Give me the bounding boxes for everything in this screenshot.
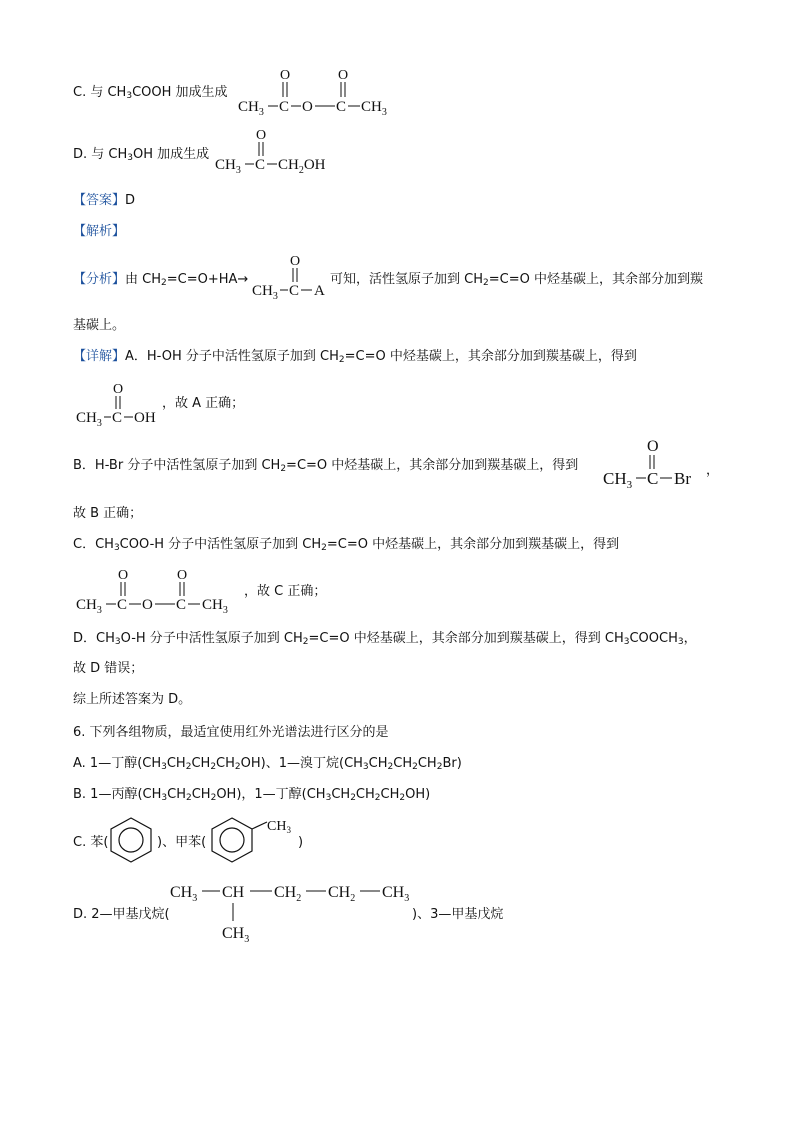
analysis-cont: 基碳上。	[73, 318, 126, 333]
group-ch3: $CH_3$	[222, 925, 250, 944]
option-d-text: D. 与 $CH_3OH$ 加成生成	[73, 147, 210, 163]
q6-option-d-b: )、3—甲基戊烷	[412, 907, 504, 922]
detail-b-suffix: ，	[706, 463, 720, 478]
analysis-line	[73, 271, 248, 289]
question-6-stem: 6. 下列各组物质，最适宜使用红外光谱法进行区分的是	[73, 725, 389, 740]
structure-acetyl-bromide	[603, 437, 703, 489]
group-ch3: $CH_3$	[238, 99, 264, 118]
structure-hydroxyacetone	[215, 126, 345, 178]
atom-c: C	[255, 157, 266, 173]
analysis-before: 由 $CH_2=C=O+HA\to$	[125, 272, 249, 288]
detail-a-suffix: ，故 A 正确；	[162, 396, 245, 411]
analysis-after: 可知，活性氢原子加到 $CH_2=C=O$ 中烃基碳上，其余部分加到羰	[330, 272, 703, 288]
group-ch3: $CH_3$	[361, 99, 387, 118]
answer-tag: 【答案】	[73, 193, 126, 208]
atom-o: O	[338, 68, 349, 83]
group-ch: CH	[222, 884, 245, 901]
option-c-text: C. 与 $CH_3COOH$ 加成生成	[73, 85, 228, 101]
detail-a-line	[73, 348, 637, 366]
group-ch3: $CH_3$	[267, 819, 291, 835]
group-ch2: $CH_2$	[274, 884, 302, 904]
atom-c: C	[176, 597, 187, 613]
group-ch2oh: $CH_2OH$	[278, 157, 326, 176]
atom-c: C	[112, 410, 123, 426]
toluene-ring-icon	[207, 814, 299, 864]
q6-option-c-b: )、甲苯(	[157, 835, 207, 850]
answer-line	[73, 192, 135, 210]
group-ch3: $CH_3$	[76, 597, 102, 616]
q6-option-d-a: D. 2—甲基戊烷(	[73, 907, 170, 922]
atom-o: O	[118, 568, 129, 583]
group-ch3: $CH_3$	[170, 884, 198, 904]
group-ch3: $CH_3$	[382, 884, 410, 904]
structure-ch3-co-a	[252, 252, 332, 302]
atom-o: O	[256, 128, 267, 143]
detail-tag: 【详解】	[73, 349, 126, 364]
atom-o: O	[113, 382, 124, 397]
atom-c: C	[336, 99, 347, 115]
atom-o: O	[177, 568, 188, 583]
structure-acetic-acid	[76, 380, 166, 428]
atom-c: C	[647, 469, 659, 488]
atom-br: Br	[674, 469, 691, 488]
atom-o: O	[647, 438, 659, 455]
q6-option-a: A. 1—丁醇$(CH_3CH_2CH_2CH_2OH)$、1—溴丁烷$(CH_3CH_2CH_2CH_2Br)$	[73, 756, 462, 772]
atom-o: O	[302, 99, 313, 115]
group-ch3: $CH_3$	[202, 597, 228, 616]
group-ch3: $CH_3$	[76, 410, 102, 428]
group-ch2: $CH_2$	[328, 884, 356, 904]
structure-acetic-anhydride	[238, 66, 398, 120]
atom-c: C	[117, 597, 128, 613]
explain-tag: 【解析】	[73, 224, 126, 239]
detail-d-cont: 故 D 错误；	[73, 661, 144, 676]
analysis-tag: 【分析】	[73, 272, 126, 287]
group-oh: OH	[134, 410, 156, 426]
detail-a-text: A．H-OH 分子中活性氢原子加到 $CH_2=C=O$ 中烃基碳上，其余部分加到羰基碳上，得到	[125, 349, 637, 365]
detail-b-cont: 故 B 正确；	[73, 506, 143, 521]
atom-c: C	[279, 99, 290, 115]
atom-o: O	[290, 254, 301, 269]
detail-c-text: C．$CH_3COO-H$ 分子中活性氢原子加到 $CH_2=C=O$ 中烃基碳上，其余部分加到羰基碳上，得到	[73, 537, 620, 553]
group-ch3: $CH_3$	[215, 157, 241, 176]
group-ch3: $CH_3$	[603, 469, 633, 489]
answer-value: D	[125, 193, 136, 208]
atom-c: C	[289, 283, 300, 299]
group-ch3: $CH_3$	[252, 283, 278, 302]
detail-c-suffix: ，故 C 正确；	[244, 584, 327, 599]
q6-option-c-a: C. 苯(	[73, 835, 109, 850]
detail-d-text: D．$CH_3O-H$ 分子中活性氢原子加到 $CH_2=C=O$ 中烃基碳上，其余部分加到羰基碳上，得到 $CH_3COOCH_3$，	[73, 631, 697, 647]
detail-b-text: B．H-Br 分子中活性氢原子加到 $CH_2=C=O$ 中烃基碳上，其余部分加到羰基碳上，得到	[73, 458, 579, 474]
benzene-ring-icon	[106, 816, 156, 864]
structure-acetic-anhydride-2	[76, 566, 246, 618]
q6-option-b: B. 1—丙醇$(CH_3CH_2CH_2OH)$，1—丁醇$(CH_3CH_2CH_2CH_2OH)$	[73, 787, 431, 803]
atom-o: O	[280, 68, 291, 83]
summary: 综上所述答案为 D。	[73, 692, 192, 707]
atom-a: A	[314, 283, 325, 299]
structure-2-methylpentane	[170, 878, 420, 944]
q6-option-c-c: )	[298, 835, 304, 850]
atom-o: O	[142, 597, 153, 613]
